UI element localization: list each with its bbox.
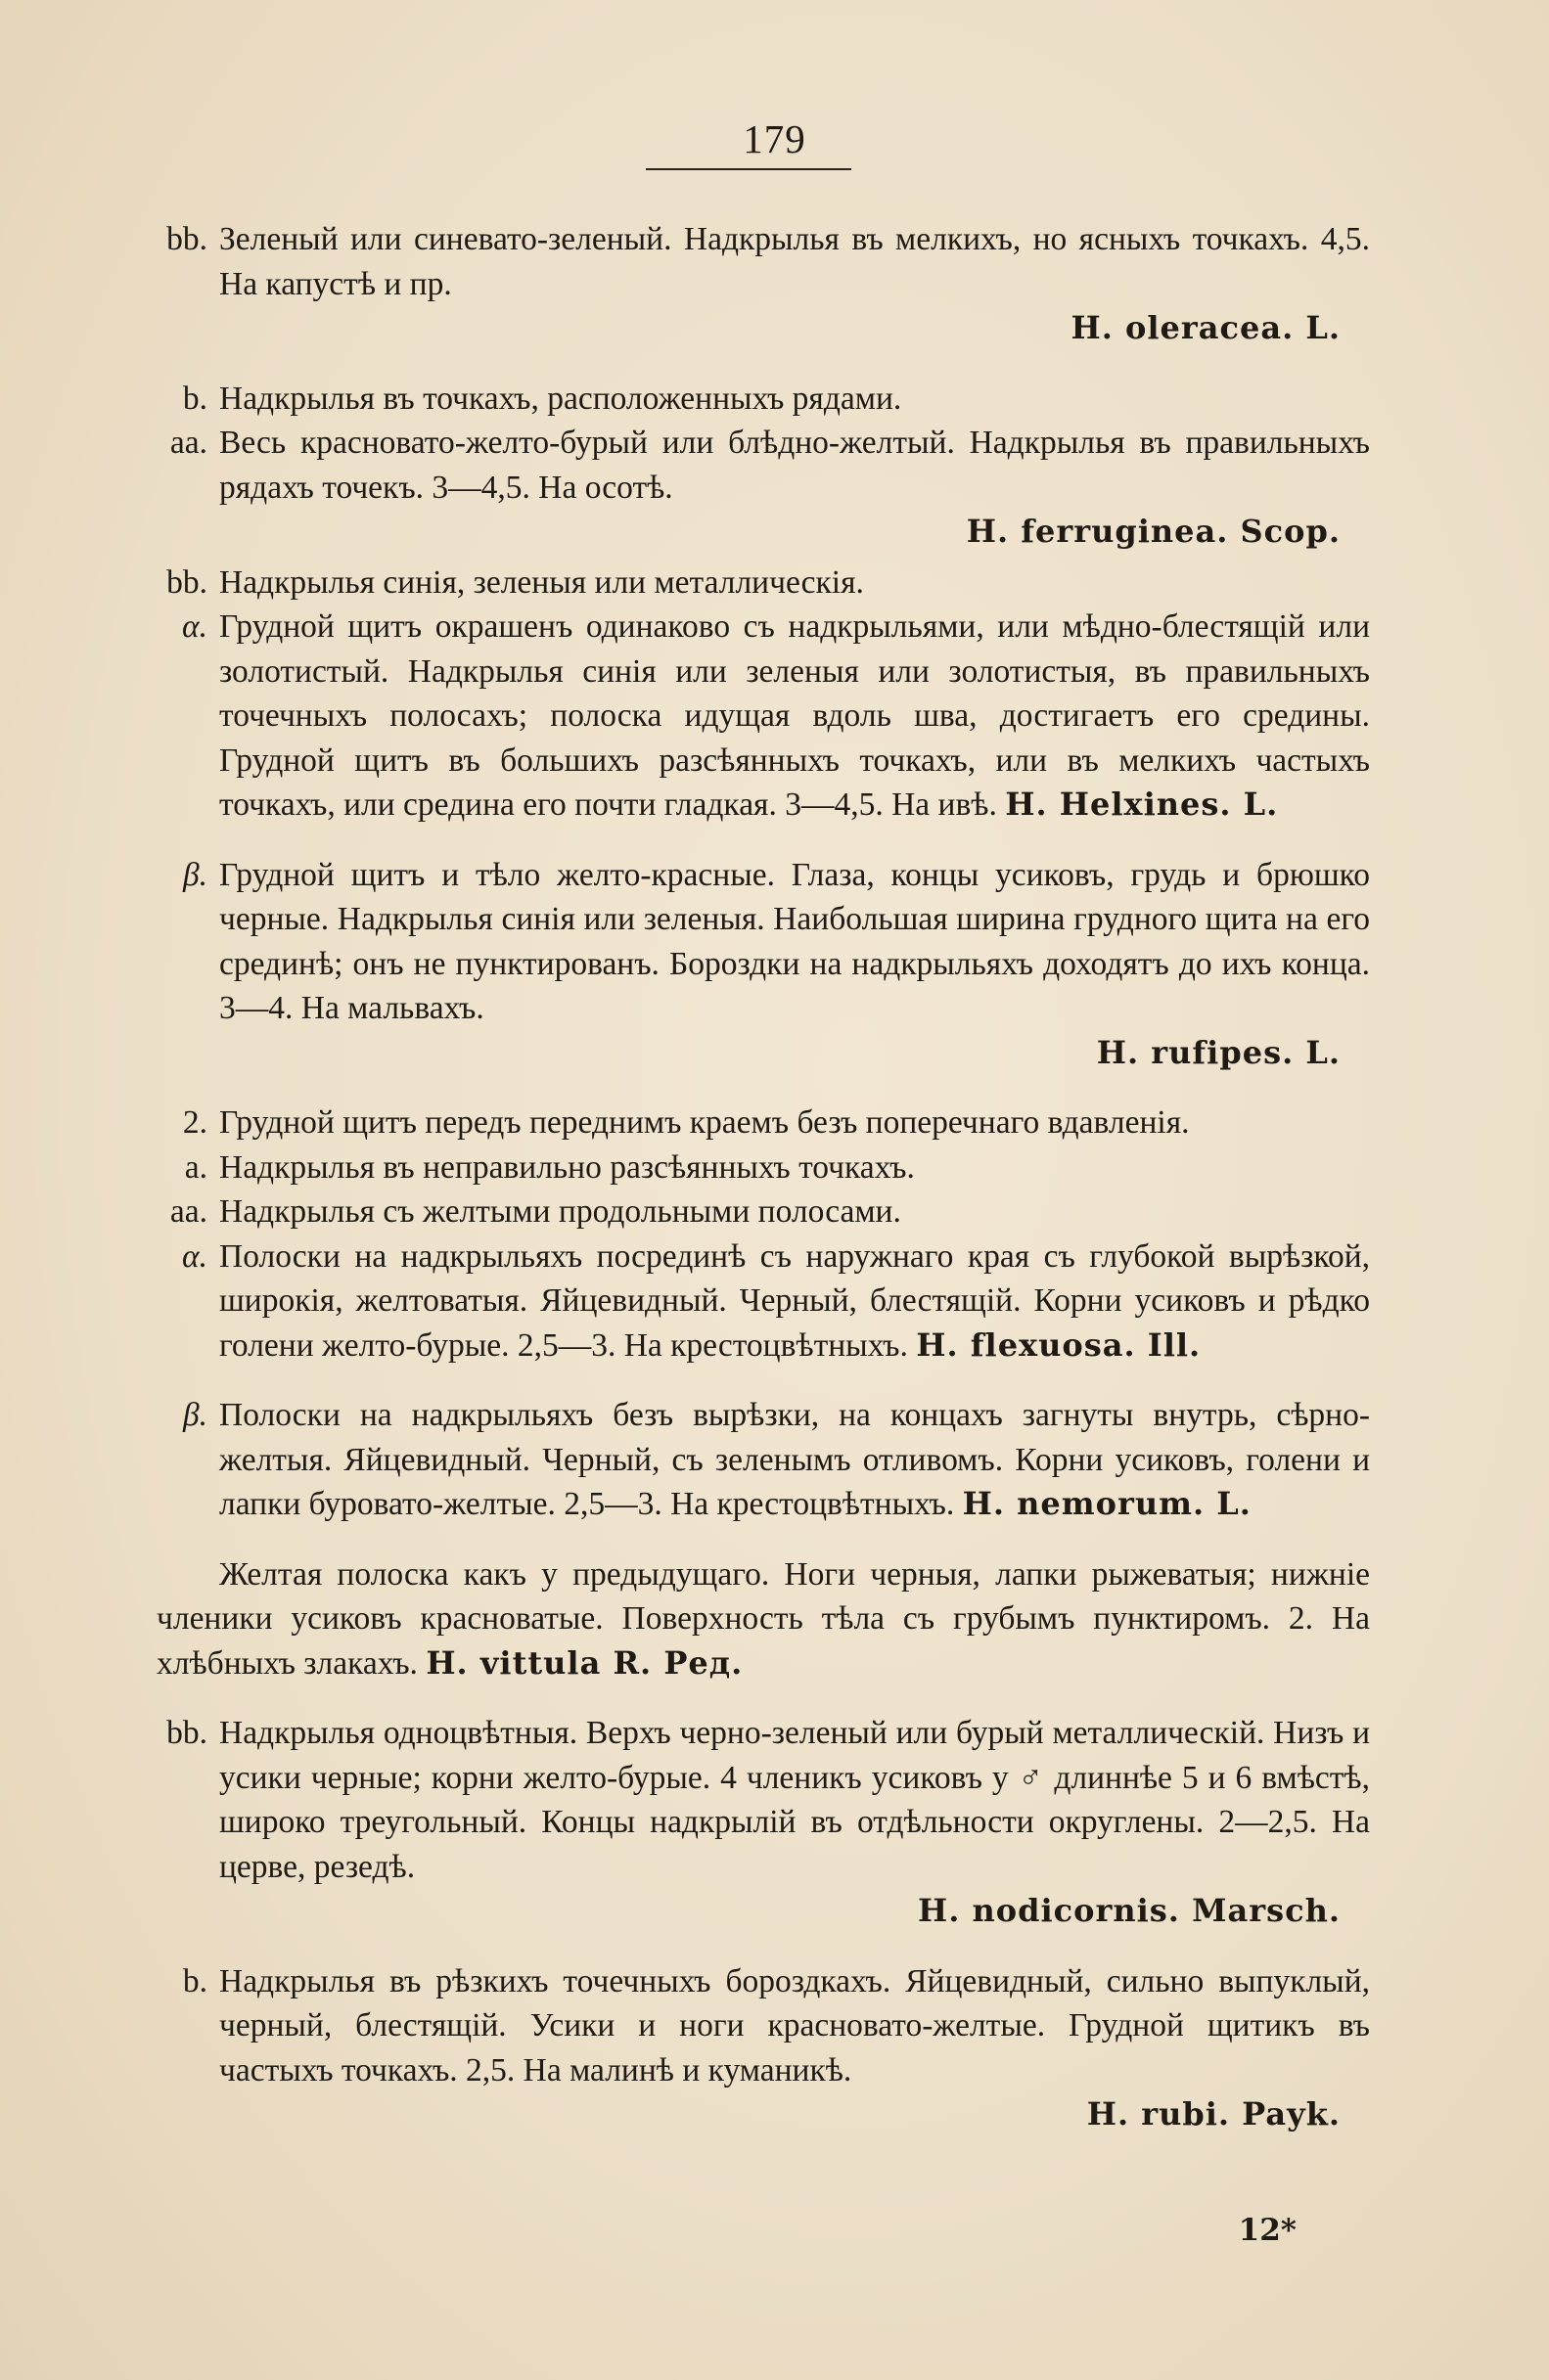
entry-mark: bb. [166, 563, 207, 601]
description-paragraph [157, 1552, 1370, 1686]
entry-text: Зеленый или синевато-зеленый. Надкрылья въ мелкихъ, но ясныхъ точкахъ. 4,5. На капустѣ и пр. [219, 221, 1370, 302]
entry-mark: b. [182, 380, 207, 417]
key-entry [157, 421, 1370, 510]
entry-text: Надкрылья въ рѣзкихъ точечныхъ бороздкахъ. Яйцевидный, сильно выпуклый, черный, блестящій. Усики и ноги красновато-желтые. Грудной щитикъ въ частыхъ точкахъ. 2,5. На малинѣ и куманикѣ. [219, 1962, 1370, 2088]
paragraph-text: Желтая полоска какъ у предыдущаго. Ноги черныя, лапки рыжеватыя; нижніе членики усиковъ красноватые. Поверхность тѣла съ грубымъ пунктиромъ. 2. На хлѣбныхъ злакахъ. [157, 1555, 1370, 1682]
entry-mark: aa. [169, 1193, 207, 1230]
entry-mark: β. [182, 1397, 207, 1433]
entry-text: Надкрылья съ желтыми продольными полосами. [219, 1193, 901, 1230]
entry-text: Полоски на надкрыльяхъ посрединѣ съ наружнаго края съ глубокой вырѣзкой, широкія, желтоватыя. Яйцевидный. Черный, блестящій. Корни усиковъ и рѣдко голени желто-бурые. 2,5—3. На крестоцвѣтныхъ. [219, 1237, 1370, 1364]
key-entry [157, 1711, 1370, 1889]
entry-mark: b. [182, 1962, 207, 1999]
entry-mark: bb. [166, 221, 207, 257]
entry-text: Надкрылья синія, зеленыя или металлическія. [219, 563, 864, 601]
entry-mark: bb. [166, 1715, 207, 1751]
key-entry [157, 605, 1370, 828]
entry-text: Грудной щитъ и тѣло желто-красные. Глаза, концы усиковъ, грудь и брюшко черные. Надкрылья синія или зеленыя. Наибольшая ширина грудного щита на его срединѣ; онъ не пунктированъ. Бороздки на надкрыльяхъ доходятъ до ихъ конца. 3—4. На мальвахъ. [219, 856, 1370, 1026]
species-name: H. vittula R. Ред. [426, 1643, 744, 1682]
entry-mark: aa. [169, 425, 207, 461]
entry-text: Весь красновато-желто-бурый или блѣдно-желтый. Надкрылья въ правильныхъ рядахъ точекъ. 3—4,5. На осотѣ. [219, 425, 1370, 506]
key-entry [157, 377, 1370, 422]
key-entry [157, 1190, 1370, 1235]
entry-text: Грудной щитъ окрашенъ одинаково съ надкрыльями, или мѣдно-блестящій или золотистый. Надкрылья синія или зеленыя или золотистыя, въ правильныхъ точечныхъ полосахъ; полоска идущая вдоль шва, достигаетъ его средины. Грудной щитъ въ большихъ разсѣянныхъ точкахъ, или въ мелкихъ частыхъ точкахъ, или средина его почти гладкая. 3—4,5. На ивѣ. [219, 608, 1370, 823]
entry-text: Надкрылья въ точкахъ, расположенныхъ рядами. [219, 380, 902, 417]
key-entry [157, 217, 1370, 306]
species-name: H. oleracea. L. [1071, 309, 1341, 346]
species-name: H. rubi. Payk. [1086, 2095, 1341, 2133]
entry-text: Надкрылья одноцвѣтныя. Верхъ черно-зеленый или бурый металлическій. Низъ и усики черные; корни желто-бурые. 4 членикъ усиковъ у ♂ длиннѣе 5 и 6 вмѣстѣ, широко треугольный. Концы надкрылій въ отдѣльности округлены. 2—2,5. На церве, резедѣ. [219, 1715, 1370, 1885]
key-entry [157, 1959, 1370, 2093]
species-name: H. ferruginea. Scop. [966, 513, 1341, 550]
page-content [157, 217, 1370, 2137]
entry-text: Грудной щитъ передъ переднимъ краемъ безъ поперечнаго вдавленія. [219, 1104, 1190, 1141]
signature-mark: 12* [1238, 2213, 1297, 2248]
species-name: H. nodicornis. Marsch. [918, 1892, 1341, 1929]
entry-mark: β. [182, 856, 207, 893]
entry-text: Полоски на надкрыльяхъ безъ вырѣзки, на концахъ загнуты внутрь, сѣрно-желтыя. Яйцевидный. Черный, съ зеленымъ отливомъ. Корни усиковъ, голени и лапки буровато-желтые. 2,5—3. На крестоцвѣтныхъ. [219, 1397, 1370, 1522]
entry-mark: a. [184, 1148, 207, 1186]
entry-text: Надкрылья въ неправильно разсѣянныхъ точкахъ. [219, 1148, 915, 1186]
key-entry [157, 561, 1370, 606]
species-name: H. flexuosa. Ill. [916, 1325, 1202, 1364]
key-entry [157, 1235, 1370, 1369]
species-name: H. nemorum. L. [962, 1485, 1252, 1522]
entry-mark: 2. [182, 1104, 207, 1141]
entry-mark: α. [182, 608, 207, 645]
key-entry [157, 1100, 1370, 1145]
species-name: H. Helxines. L. [1005, 786, 1279, 823]
key-entry [157, 1393, 1370, 1527]
key-entry [157, 853, 1370, 1031]
page-number: 179 [743, 116, 806, 161]
key-entry [157, 1145, 1370, 1190]
header-rule [646, 168, 851, 170]
species-name: H. rufipes. L. [1096, 1033, 1341, 1071]
entry-mark: α. [182, 1237, 207, 1275]
